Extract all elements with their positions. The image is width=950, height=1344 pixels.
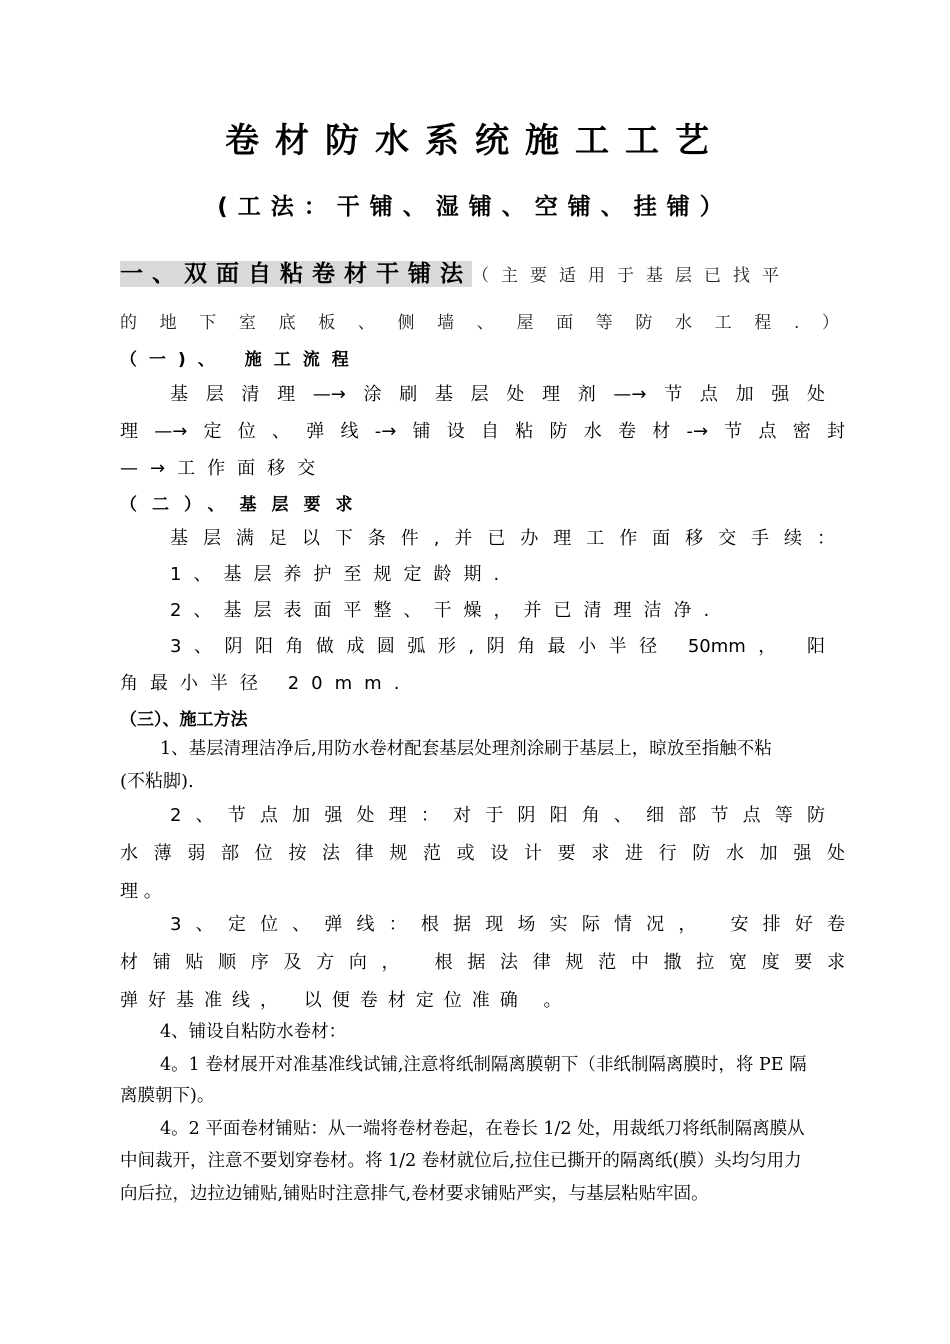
sub3-p3-line1: 3、定位、弹线：根据现场实际情况， 安排好卷 [170,914,845,935]
sub3-p2-line3: 理 。 [120,881,162,902]
sub1-flow-line1: 基层清理—→涂刷基层处理剂—→节点加强处 [170,384,825,405]
sub3-p42-line2: 中间裁开，注意不要划穿卷材。将 1/2 卷材就位后,拉住已撕开的隔离纸(膜）头均匀用力 [120,1151,802,1171]
sub3-p41-line1: 4。1 卷材展开对准基准线试铺,注意将纸制隔离膜朝下（非纸制隔离膜时，将 PE 隔 [160,1055,807,1075]
sub2-heading: （二）、基层要求 [120,495,368,515]
sub2-item1: 1、基层养护至规定龄期. [170,564,512,585]
sub3-p42-line3: 向后拉，边拉边铺贴,铺贴时注意排气,卷材要求铺贴严实，与基层粘贴牢固。 [120,1184,709,1204]
sub3-p2-line2: 水薄弱部位按法律规范或设计要求进行防水加强处 [120,843,845,864]
sub1-flow-line3: —→工作面移交 [120,458,328,479]
sub2-item3-line1: 3、阴阳角做成圆弧形,阴角最小半径 50mm， 阳 [170,636,825,657]
section1-note-part2: 的地下室底板、侧墙、屋面等防水工程.） [120,313,845,333]
document-subtitle: (工法：干铺、湿铺、空铺、挂铺） [217,194,733,220]
section1-heading-line [120,255,845,288]
sub3-p3-line2: 材铺贴顺序及方向， 根据法律规范中撒拉宽度要求 [120,952,845,973]
sub3-heading: （三）、施工方法 [120,710,248,730]
sub2-item2: 2、基层表面平整、干燥，并已清理洁净. [170,600,722,621]
sub3-p41-line2: 离膜朝下)。 [120,1086,215,1106]
sub3-p3-line3: 弹好基准线， 以便卷材定位准确 。 [120,990,572,1011]
sub3-p1-line2: (不粘脚). [120,771,194,792]
sub3-p2-line1: 2、节点加强处理：对于阴阳角、细部节点等防 [170,805,825,826]
sub3-p4: 4、铺设自粘防水卷材： [160,1022,347,1042]
section1-heading: 一、双面自粘卷材干铺法 [120,261,472,287]
section1-note-part1: （主要适用于基层已找平 [472,266,791,286]
sub3-p42-line1: 4。2 平面卷材铺贴：从一端将卷材卷起，在卷长 1/2 处，用裁纸刀将纸制隔离膜从 [160,1119,805,1139]
sub3-p1-line1: 1、基层清理洁净后,用防水卷材配套基层处理剂涂刷于基层上，晾放至指触不粘 [160,739,772,759]
document-title: 卷材防水系统施工工艺 [225,121,725,161]
sub2-intro: 基层满足以下条件,并已办理工作面移交手续： [170,528,835,549]
sub2-item3-line2: 角最小半径 20mm. [120,673,412,694]
sub1-flow-line2: 理—→定位、弹线-→铺设自粘防水卷材-→节点密封 [120,421,845,442]
sub1-heading: （一)、 施工流程 [120,350,361,370]
